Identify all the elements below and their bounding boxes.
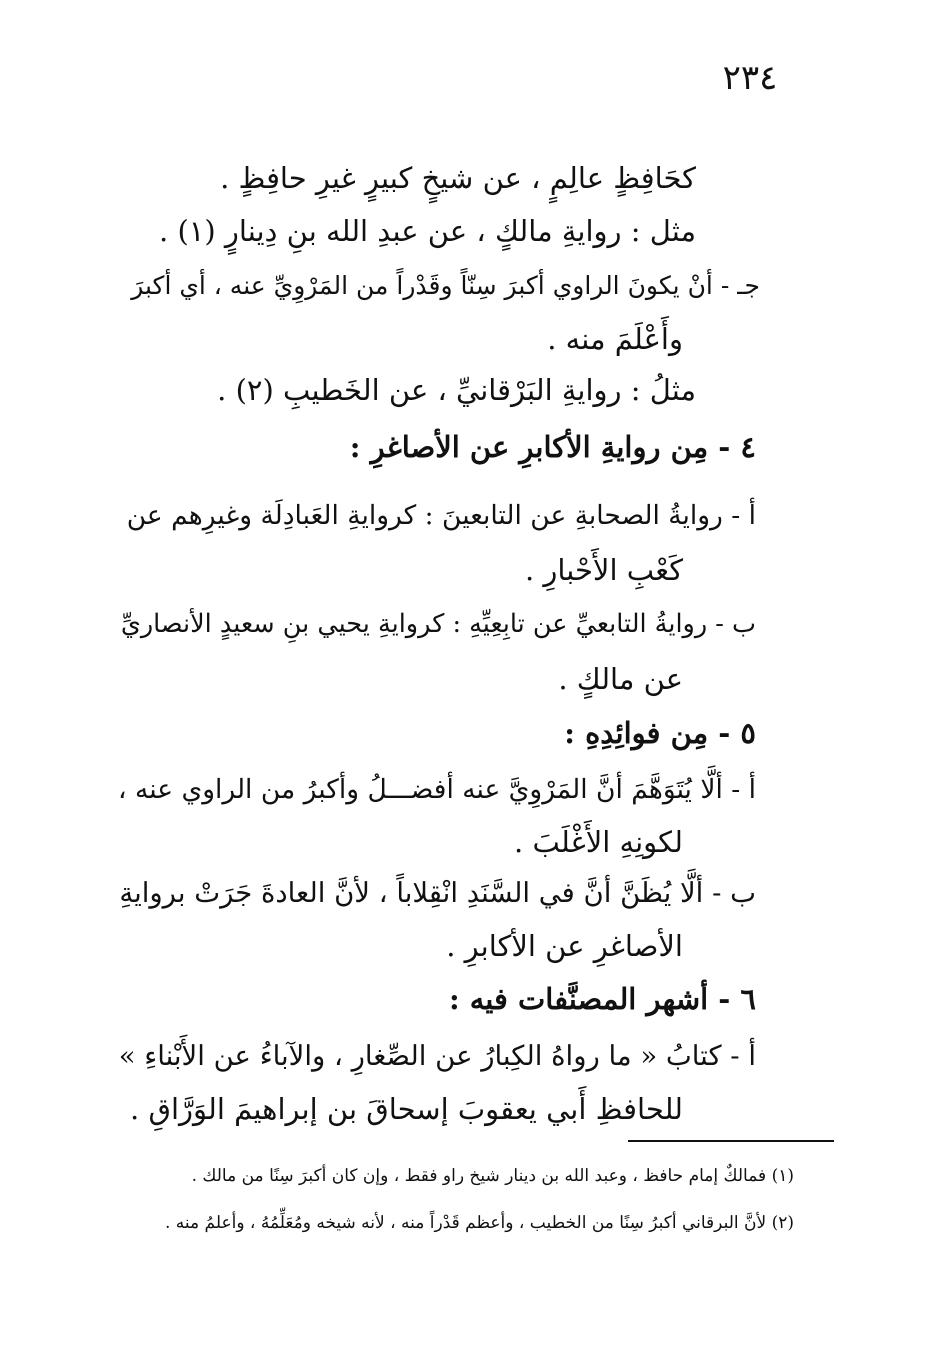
- text-line: ب - روايةُ التابعيِّ عن تابِعِيِّهِ : كروايةِ يحيي بنِ سعيدٍ الأنصاريِّ: [120, 609, 756, 639]
- text-line: للحافظِ أَبي يعقوبَ إسحاقَ بن إبراهيمَ الوَرَّاقِ .: [130, 1092, 683, 1126]
- text-line: أ - ألَّا يُتَوَهَّمَ أنَّ المَرْوِيَّ عنه أفضـــلُ وأكبرُ من الراوي عنه ،: [118, 774, 756, 805]
- footnote: (٢) لأنَّ البرقاني أكبرُ سِنًا من الخطيب ، وأعظم قَدْراً منه ، لأنه شيخه ومُعَلِّمُهُ ، وأعلمُ منه .: [164, 1213, 794, 1233]
- text-line: وأَعْلَمَ منه .: [547, 322, 683, 356]
- section-heading: ٤ - مِن روايةِ الأكابرِ عن الأصاغرِ :: [349, 430, 756, 464]
- footnote-separator: [628, 1140, 834, 1142]
- text-line: لكونِهِ الأَغْلَبَ .: [514, 825, 683, 859]
- section-heading: ٦ - أشهر المصنَّفات فيه :: [448, 982, 756, 1016]
- page-number: ٢٣٤: [722, 58, 778, 98]
- text-line: كَعْبِ الأَحْبارِ .: [524, 553, 683, 587]
- text-line: كحَافِظٍ عالِمٍ ، عن شيخٍ كبيرٍ غيرِ حافِظٍ .: [220, 161, 696, 195]
- text-line: أ - روايةُ الصحابةِ عن التابعينَ : كروايةِ العَبادِلَة وغيرِهم عن: [126, 500, 756, 531]
- text-line: ب - ألَّا يُظَنَّ أنَّ في السَّنَدِ انْقِلاباً ، لأنَّ العادةَ جَرَتْ بروايةِ: [119, 877, 756, 909]
- text-line: مثلُ : روايةِ البَرْقانيِّ ، عن الخَطيبِ (٢) .: [217, 373, 696, 407]
- text-line: أ - كتابُ « ما رواهُ الكِبارُ عن الصِّغارِ ، والآباءُ عن الأَبْناءِ »: [118, 1040, 756, 1072]
- text-line: مثل : روايةِ مالكٍ ، عن عبدِ الله بنِ دِينارٍ (١) .: [159, 214, 696, 248]
- text-line: الأصاغرِ عن الأكابرِ .: [446, 929, 683, 963]
- section-heading: ٥ - مِن فوائِدِهِ :: [564, 716, 756, 750]
- text-line: جـ - أنْ يكونَ الراوي أكبرَ سِنّاً وقَدْراً من المَرْوِيِّ عنه ، أي أكبرَ: [131, 271, 760, 300]
- footnote: (١) فمالكٌ إمام حافظ ، وعبد الله بن دينار شيخ راو فقط ، وإن كان أكبرَ سِنًا من مالك .: [191, 1166, 794, 1186]
- text-line: عن مالكٍ .: [558, 662, 683, 696]
